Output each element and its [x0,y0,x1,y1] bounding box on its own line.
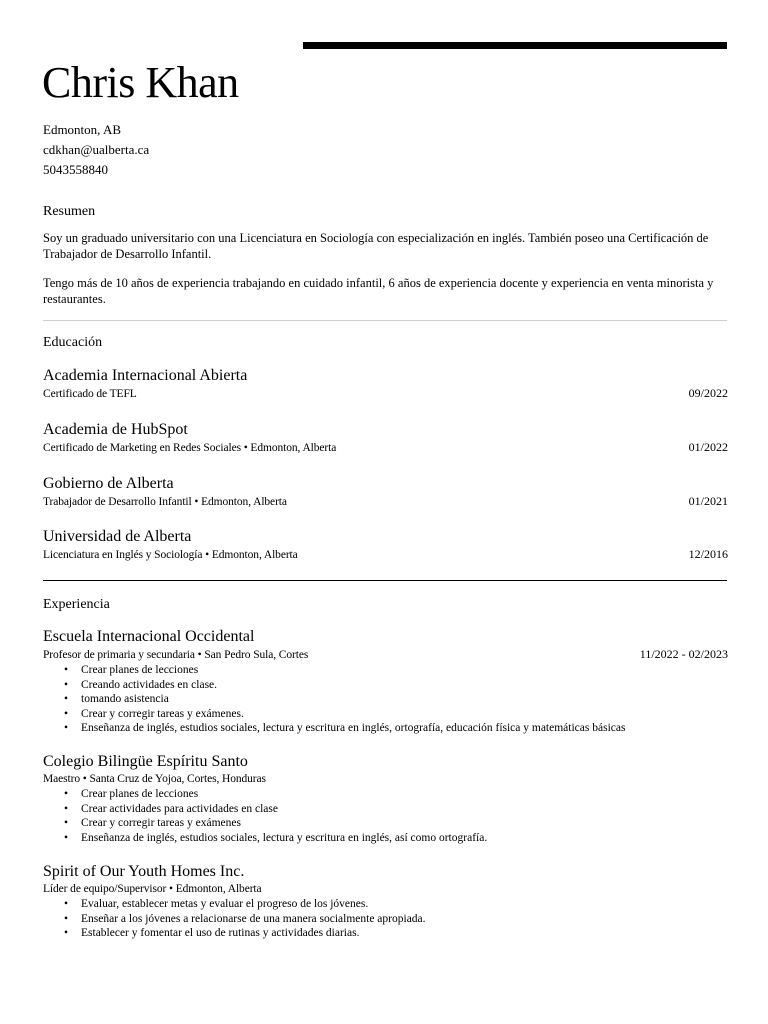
education-entry [43,366,728,402]
education-detail: Certificado de Marketing en Redes Sociales • Edmonton, Alberta [43,442,337,454]
list-item: • Crear planes de lecciones [81,663,728,678]
experience-bullets [43,897,728,941]
list-item: • Evaluar, establecer metas y evaluar el progreso de los jóvenes. [81,897,728,912]
experience-bullets [43,663,728,736]
experience-entry [43,752,728,845]
experience-org: Spirit of Our Youth Homes Inc. [43,863,245,880]
list-item: • Enseñanza de inglés, estudios sociales, lectura y escritura en inglés, así como ortografía. [81,831,728,846]
list-item: • Crear actividades para actividades en clase [81,802,728,817]
summary-paragraph-2: Tengo más de 10 años de experiencia trabajando en cuidado infantil, 6 años de experiencia docente y experiencia en venta minorista y restaurantes. [43,276,714,306]
contact-email[interactable]: cdkhan@ualberta.ca [43,142,150,157]
contact-phone[interactable]: 5043558840 [43,162,108,177]
education-org: Universidad de Alberta [43,528,192,545]
experience-title: Experiencia [43,597,110,612]
education-org: Academia de HubSpot [43,421,188,438]
list-item: • tomando asistencia [81,692,728,707]
education-date: 01/2021 [688,494,728,508]
education-detail: Certificado de TEFL [43,388,137,400]
summary-paragraph-1: Soy un graduado universitario con una Licenciatura en Sociología con especialización en inglés. También poseo una Certificación de Trabajador de Desarrollo Infantil. [43,231,709,261]
experience-detail: Profesor de primaria y secundaria • San Pedro Sula, Cortes [43,649,309,661]
education-date: 12/2016 [688,547,728,561]
header-bar [303,42,727,49]
experience-entry [43,862,728,941]
experience-entry [43,627,728,736]
education-detail: Trabajador de Desarrollo Infantil • Edmonton, Alberta [43,496,287,508]
education-org: Gobierno de Alberta [43,475,174,492]
education-title: Educación [43,335,103,350]
section-divider [43,320,727,321]
section-divider [43,580,727,581]
list-item: • Establecer y fomentar el uso de rutinas y actividades diarias. [81,926,728,941]
education-entry [43,474,728,510]
summary-title: Resumen [43,204,96,219]
candidate-name: Chris Khan [42,58,239,107]
experience-org: Escuela Internacional Occidental [43,628,255,645]
education-date: 09/2022 [688,386,728,400]
experience-org: Colegio Bilingüe Espíritu Santo [43,753,248,770]
list-item: • Crear planes de lecciones [81,787,728,802]
contact-info [43,120,149,180]
experience-detail: Maestro • Santa Cruz de Yojoa, Cortes, Honduras [43,773,266,785]
education-date: 01/2022 [688,440,728,454]
contact-location: Edmonton, AB [43,122,122,137]
education-entry [43,420,728,456]
education-detail: Licenciatura en Inglés y Sociología • Edmonton, Alberta [43,549,298,561]
list-item: • Enseñanza de inglés, estudios sociales, lectura y escritura en inglés, ortografía, educación física y matemáticas básicas [81,721,728,736]
list-item: • Creando actividades en clase. [81,678,728,693]
list-item: • Crear y corregir tareas y exámenes. [81,707,728,722]
list-item: • Crear y corregir tareas y exámenes [81,816,728,831]
education-entry [43,527,728,563]
experience-date: 11/2022 - 02/2023 [639,647,728,661]
experience-detail: Líder de equipo/Supervisor • Edmonton, Alberta [43,883,262,895]
experience-bullets [43,787,728,845]
list-item: • Enseñar a los jóvenes a relacionarse de una manera socialmente apropiada. [81,912,728,927]
education-org: Academia Internacional Abierta [43,367,248,384]
